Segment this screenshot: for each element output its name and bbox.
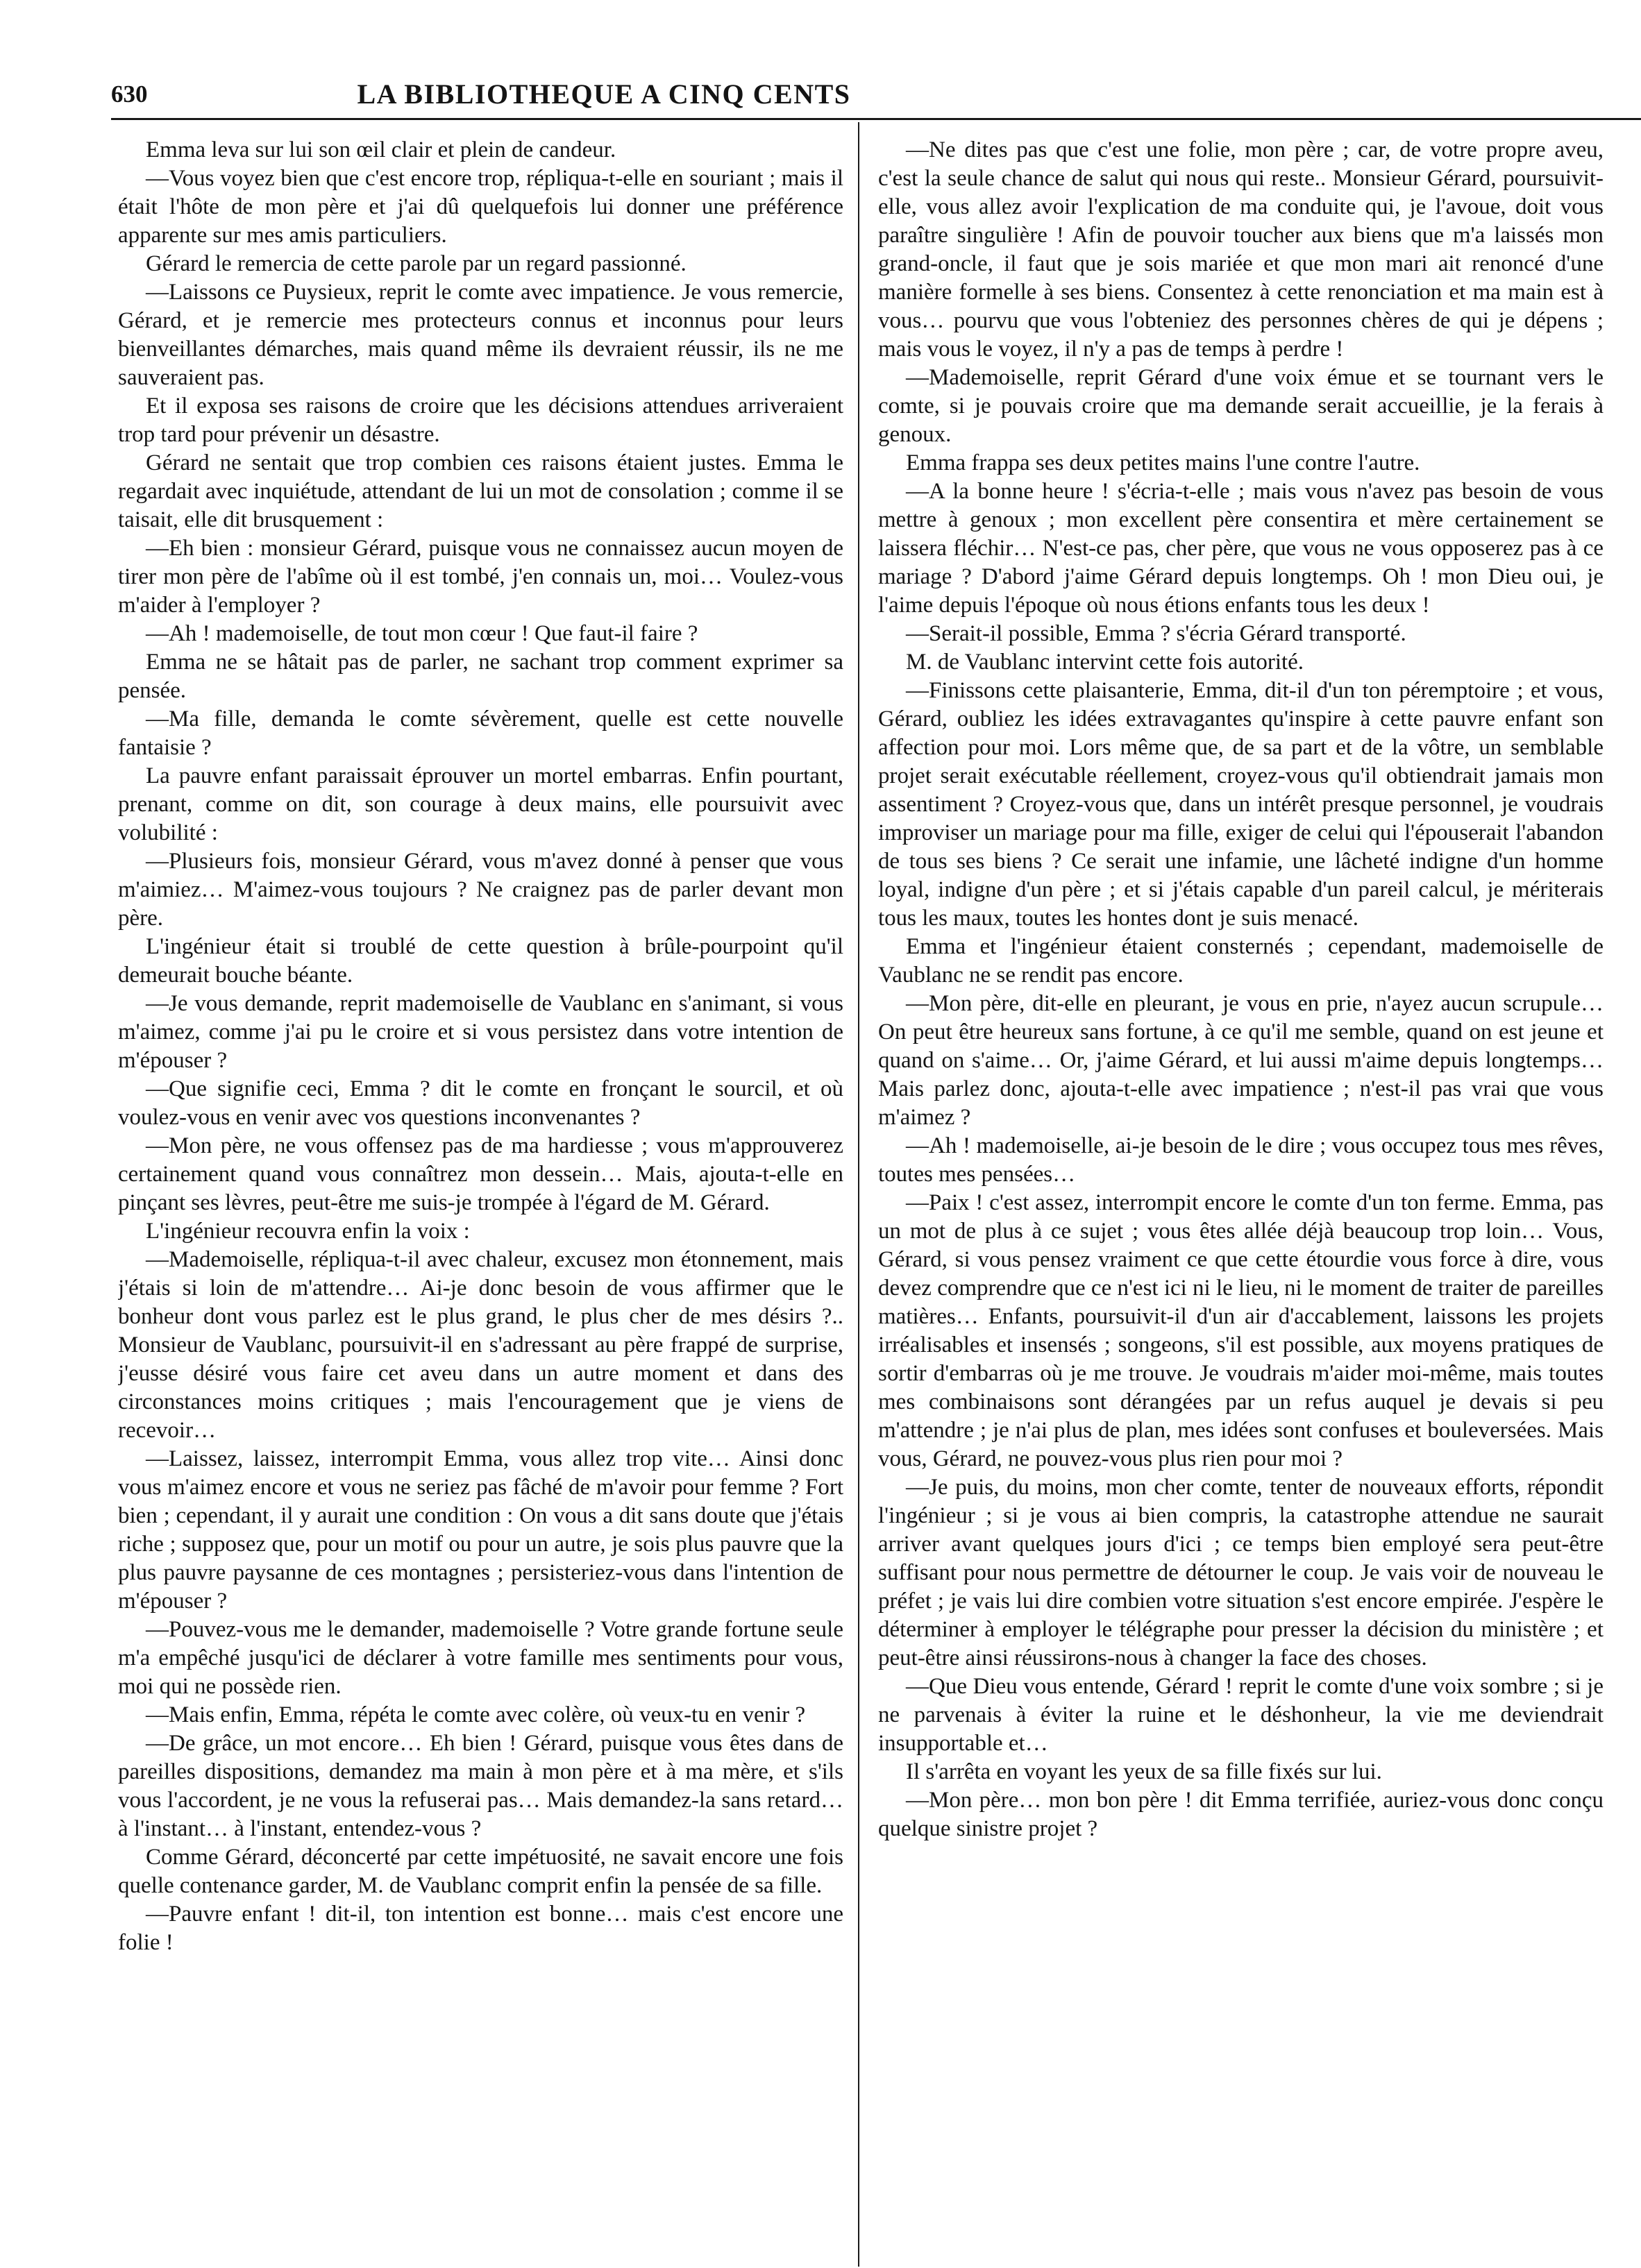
paragraph: —Paix ! c'est assez, interrompit encore le comte d'un ton ferme. Emma, pas un mot de plus à ce sujet ; vous êtes allée déjà beaucoup trop loin… Vous, Gérard, si vous pensez vraiment ce que cette étourdie vous force à dire, vous devez comprendre que ce n'est ici ni le lieu, ni le moment de traiter de pareilles matières… Enfants, poursuivit-il d'un air d'accablement, laissons les projets irréalisables et insensés ; songeons, s'il est possible, aux moyens pratiques de sortir d'embarras où je me trouve. Je voudrais m'aider moi-même, mais toutes mes combinaisons sont dérangées par un refus auquel je devais si peu m'attendre ; je n'ai plus de plan, mes idées sont confuses et bouleversées. Mais vous, Gérard, ne pouvez-vous plus rien pour moi ? — [878, 1190, 1604, 1471]
paragraph: Il s'arrêta en voyant les yeux de sa fille fixés sur lui. — [906, 1759, 1382, 1784]
paragraph: —Vous voyez bien que c'est encore trop, répliqua-t-elle en souriant ; mais il était l'hôte de mon père et j'ai dû quelquefois lui donner une préférence apparente sur mes amis particuliers. — [118, 166, 843, 248]
paragraph: L'ingénieur recouvra enfin la voix : — [146, 1219, 470, 1244]
paragraph: —Que Dieu vous entende, Gérard ! reprit le comte d'une voix sombre ; si je ne parvenais à éviter la ruine et le déshonheur, la vie me deviendrait insupportable et… — [878, 1674, 1604, 1756]
paragraph: —Je puis, du moins, mon cher comte, tenter de nouveaux efforts, répondit l'ingénieur ; si je vous ai bien compris, la catastrophe attendue ne saurait arriver avant quelques jours d'ici ; ce temps bien employé sera peut-être suffisant pour nous permettre de détourner le coup. Je vais voir de nouveau le préfet ; je vais lui dire combien votre situation s'est encore empirée. J'espère le déterminer à employer le télégraphe pour presser la décision du ministère ; et peut-être ainsi réussirons-nous à changer la face des choses. — [878, 1475, 1604, 1670]
paragraph: —Finissons cette plaisanterie, Emma, dit-il d'un ton péremptoire ; et vous, Gérard, oubliez les idées extravagantes qu'inspire à cette pauvre enfant son affection pour moi. Lors même que, de sa part et de la vôtre, un semblable projet serait exécutable réellement, croyez-vous qu'il obtiendrait jamais mon assentiment ? Croyez-vous que, dans un intérêt presque personnel, je voudrais improviser un mariage pour ma fille, exiger de celui qui l'épouserait l'abandon de tous ses biens ? Ce serait une infamie, une lâcheté indigne d'un homme loyal, indigne d'un père ; et si j'étais capable d'un pareil calcul, je mériterais tous les maux, toutes les hontes dont je suis menacé. — [878, 678, 1604, 931]
paragraph: —Mademoiselle, reprit Gérard d'une voix émue et se tournant vers le comte, si je pouvais croire que ma demande serait accueillie, je la ferais à genoux. — [878, 365, 1604, 447]
paragraph: —Ah ! mademoiselle, de tout mon cœur ! Que faut-il faire ? — [146, 621, 698, 646]
paragraph: Emma frappa ses deux petites mains l'une contre l'autre. — [906, 450, 1420, 475]
paragraph: Emma et l'ingénieur étaient consternés ; cependant, mademoiselle de Vaublanc ne se rendit pas encore. — [878, 934, 1604, 988]
paragraph: Comme Gérard, déconcerté par cette impétuosité, ne savait encore une fois quelle contenance garder, M. de Vaublanc comprit enfin la pensée de sa fille. — [118, 1845, 843, 1898]
text-column-right — [878, 136, 1604, 2263]
paragraph: —A la bonne heure ! s'écria-t-elle ; mais vous n'avez pas besoin de vous mettre à genoux ; mon excellent père consentira et mère certainement se laissera fléchir… N'est-ce pas, cher père, que vous ne vous opposerez pas à ce mariage ? D'abord j'aime Gérard depuis longtemps. Oh ! mon Dieu oui, je l'aime depuis l'époque où nous étions enfants tous les deux ! — [878, 479, 1604, 618]
paragraph: —Je vous demande, reprit mademoiselle de Vaublanc en s'animant, si vous m'aimez, comme j'ai pu le croire et si vous persistez dans votre intention de m'épouser ? — [118, 991, 843, 1073]
paragraph: —Laissons ce Puysieux, reprit le comte avec impatience. Je vous remercie, Gérard, et je remercie mes protecteurs connus et inconnus pour leurs bienveillantes démarches, mais quand même ils devraient réussir, ils ne me sauveraient pas. — [118, 280, 843, 390]
paragraph: —Eh bien : monsieur Gérard, puisque vous ne connaissez aucun moyen de tirer mon père de l'abîme où il est tombé, j'en connais un, moi… Voulez-vous m'aider à l'employer ? — [118, 536, 843, 618]
paragraph: L'ingénieur était si troublé de cette question à brûle-pourpoint qu'il demeurait bouche béante. — [118, 934, 843, 988]
paragraph: Et il exposa ses raisons de croire que les décisions attendues arriveraient trop tard pour prévenir un désastre. — [118, 393, 843, 447]
paragraph: —Mademoiselle, répliqua-t-il avec chaleur, excusez mon étonnement, mais j'étais si loin de m'attendre… Ai-je donc besoin de vous affirmer que le bonheur dont vous parlez est le plus grand, le plus cher de mes désirs ?.. Monsieur de Vaublanc, poursuivit-il en s'adressant au père frappé de surprise, j'eusse désiré vous faire cet aveu dans un autre moment et dans des circonstances moins critiques ; mais l'encouragement que je viens de recevoir… — [118, 1247, 843, 1443]
paragraph: Emma ne se hâtait pas de parler, ne sachant trop comment exprimer sa pensée. — [118, 650, 843, 703]
paragraph: —Laissez, laissez, interrompit Emma, vous allez trop vite… Ainsi donc vous m'aimez encore et vous ne seriez pas fâché de m'avoir pour femme ? Fort bien ; cependant, il y aurait une condition : On vous a dit sans doute que j'étais riche ; supposez que, pour un motif ou pour un autre, je sois plus pauvre que la plus pauvre paysanne de ces montagnes ; persisteriez-vous dans l'intention de m'épouser ? — [118, 1446, 843, 1614]
header-rule — [111, 118, 1641, 120]
paragraph: —Mon père, ne vous offensez pas de ma hardiesse ; vous m'approuverez certainement quand vous connaîtrez mon dessein… Mais, ajouta-t-elle en pinçant ses lèvres, peut-être me suis-je trompée à l'égard de M. Gérard. — [118, 1133, 843, 1215]
paragraph: —Ne dites pas que c'est une folie, mon père ; car, de votre propre aveu, c'est la seule chance de salut qui nous qui reste.. Monsieur Gérard, poursuivit-elle, vous allez avoir l'explication de ma conduite qui, je l'avoue, doit vous paraître singulière ! Afin de pouvoir toucher aux biens que m'a laissés mon grand-oncle, il faut que je sois mariée et que mon mari ait renoncé d'une manière formelle à ses biens. Consentez à cette renonciation et ma main est à vous… pourvu que vous l'obteniez des personnes chères de qui je dépens ; mais vous le voyez, il n'y a pas de temps à perdre ! — [878, 137, 1604, 362]
page-number: 630 — [111, 81, 148, 108]
running-title: LA BIBLIOTHEQUE A CINQ CENTS — [357, 78, 851, 110]
paragraph: Emma leva sur lui son œil clair et plein de candeur. — [146, 137, 616, 162]
paragraph: —Que signifie ceci, Emma ? dit le comte en fronçant le sourcil, et où voulez-vous en venir avec vos questions inconvenantes ? — [118, 1076, 843, 1130]
paragraph: Gérard ne sentait que trop combien ces raisons étaient justes. Emma le regardait avec inquiétude, attendant de lui un mot de consolation ; comme il se taisait, elle dit brusquement : — [118, 450, 843, 532]
column-divider — [858, 122, 859, 2267]
paragraph: —Mon père… mon bon père ! dit Emma terrifiée, auriez-vous donc conçu quelque sinistre projet ? — [878, 1788, 1604, 1841]
text-column-left — [118, 136, 843, 2263]
paragraph: M. de Vaublanc intervint cette fois autorité. — [906, 650, 1304, 675]
paragraph: —Ah ! mademoiselle, ai-je besoin de le dire ; vous occupez tous mes rêves, toutes mes pensées… — [878, 1133, 1604, 1187]
page-header — [111, 75, 1097, 114]
paragraph: —Serait-il possible, Emma ? s'écria Gérard transporté. — [906, 621, 1406, 646]
paragraph: —Ma fille, demanda le comte sévèrement, quelle est cette nouvelle fantaisie ? — [118, 706, 843, 760]
paragraph: —De grâce, un mot encore… Eh bien ! Gérard, puisque vous êtes dans de pareilles dispositions, demandez ma main à mon père et à ma mère, et s'ils vous l'accordent, je ne vous la refuserai pas… Mais demandez-la sans retard… à l'instant… à l'instant, entendez-vous ? — [118, 1731, 843, 1841]
paragraph: La pauvre enfant paraissait éprouver un mortel embarras. Enfin pourtant, prenant, comme on dit, son courage à deux mains, elle poursuivit avec volubilité : — [118, 763, 843, 845]
paragraph: —Mon père, dit-elle en pleurant, je vous en prie, n'ayez aucun scrupule… On peut être heureux sans fortune, à ce qu'il me semble, quand on est jeune et quand on s'aime… Or, j'aime Gérard, et lui aussi m'aime depuis longtemps… Mais parlez donc, ajouta-t-elle avec impatience ; n'est-il pas vrai que vous m'aimez ? — [878, 991, 1604, 1130]
paragraph: —Mais enfin, Emma, répéta le comte avec colère, où veux-tu en venir ? — [146, 1702, 806, 1727]
paragraph: —Pauvre enfant ! dit-il, ton intention est bonne… mais c'est encore une folie ! — [118, 1902, 843, 1955]
paragraph: Gérard le remercia de cette parole par un regard passionné. — [146, 251, 687, 276]
paragraph: —Plusieurs fois, monsieur Gérard, vous m'avez donné à penser que vous m'aimiez… M'aimez-vous toujours ? Ne craignez pas de parler devant mon père. — [118, 849, 843, 931]
paragraph: —Pouvez-vous me le demander, mademoiselle ? Votre grande fortune seule m'a empêché jusqu'ici de déclarer à votre famille mes sentiments pour vous, moi qui ne possède rien. — [118, 1617, 843, 1699]
